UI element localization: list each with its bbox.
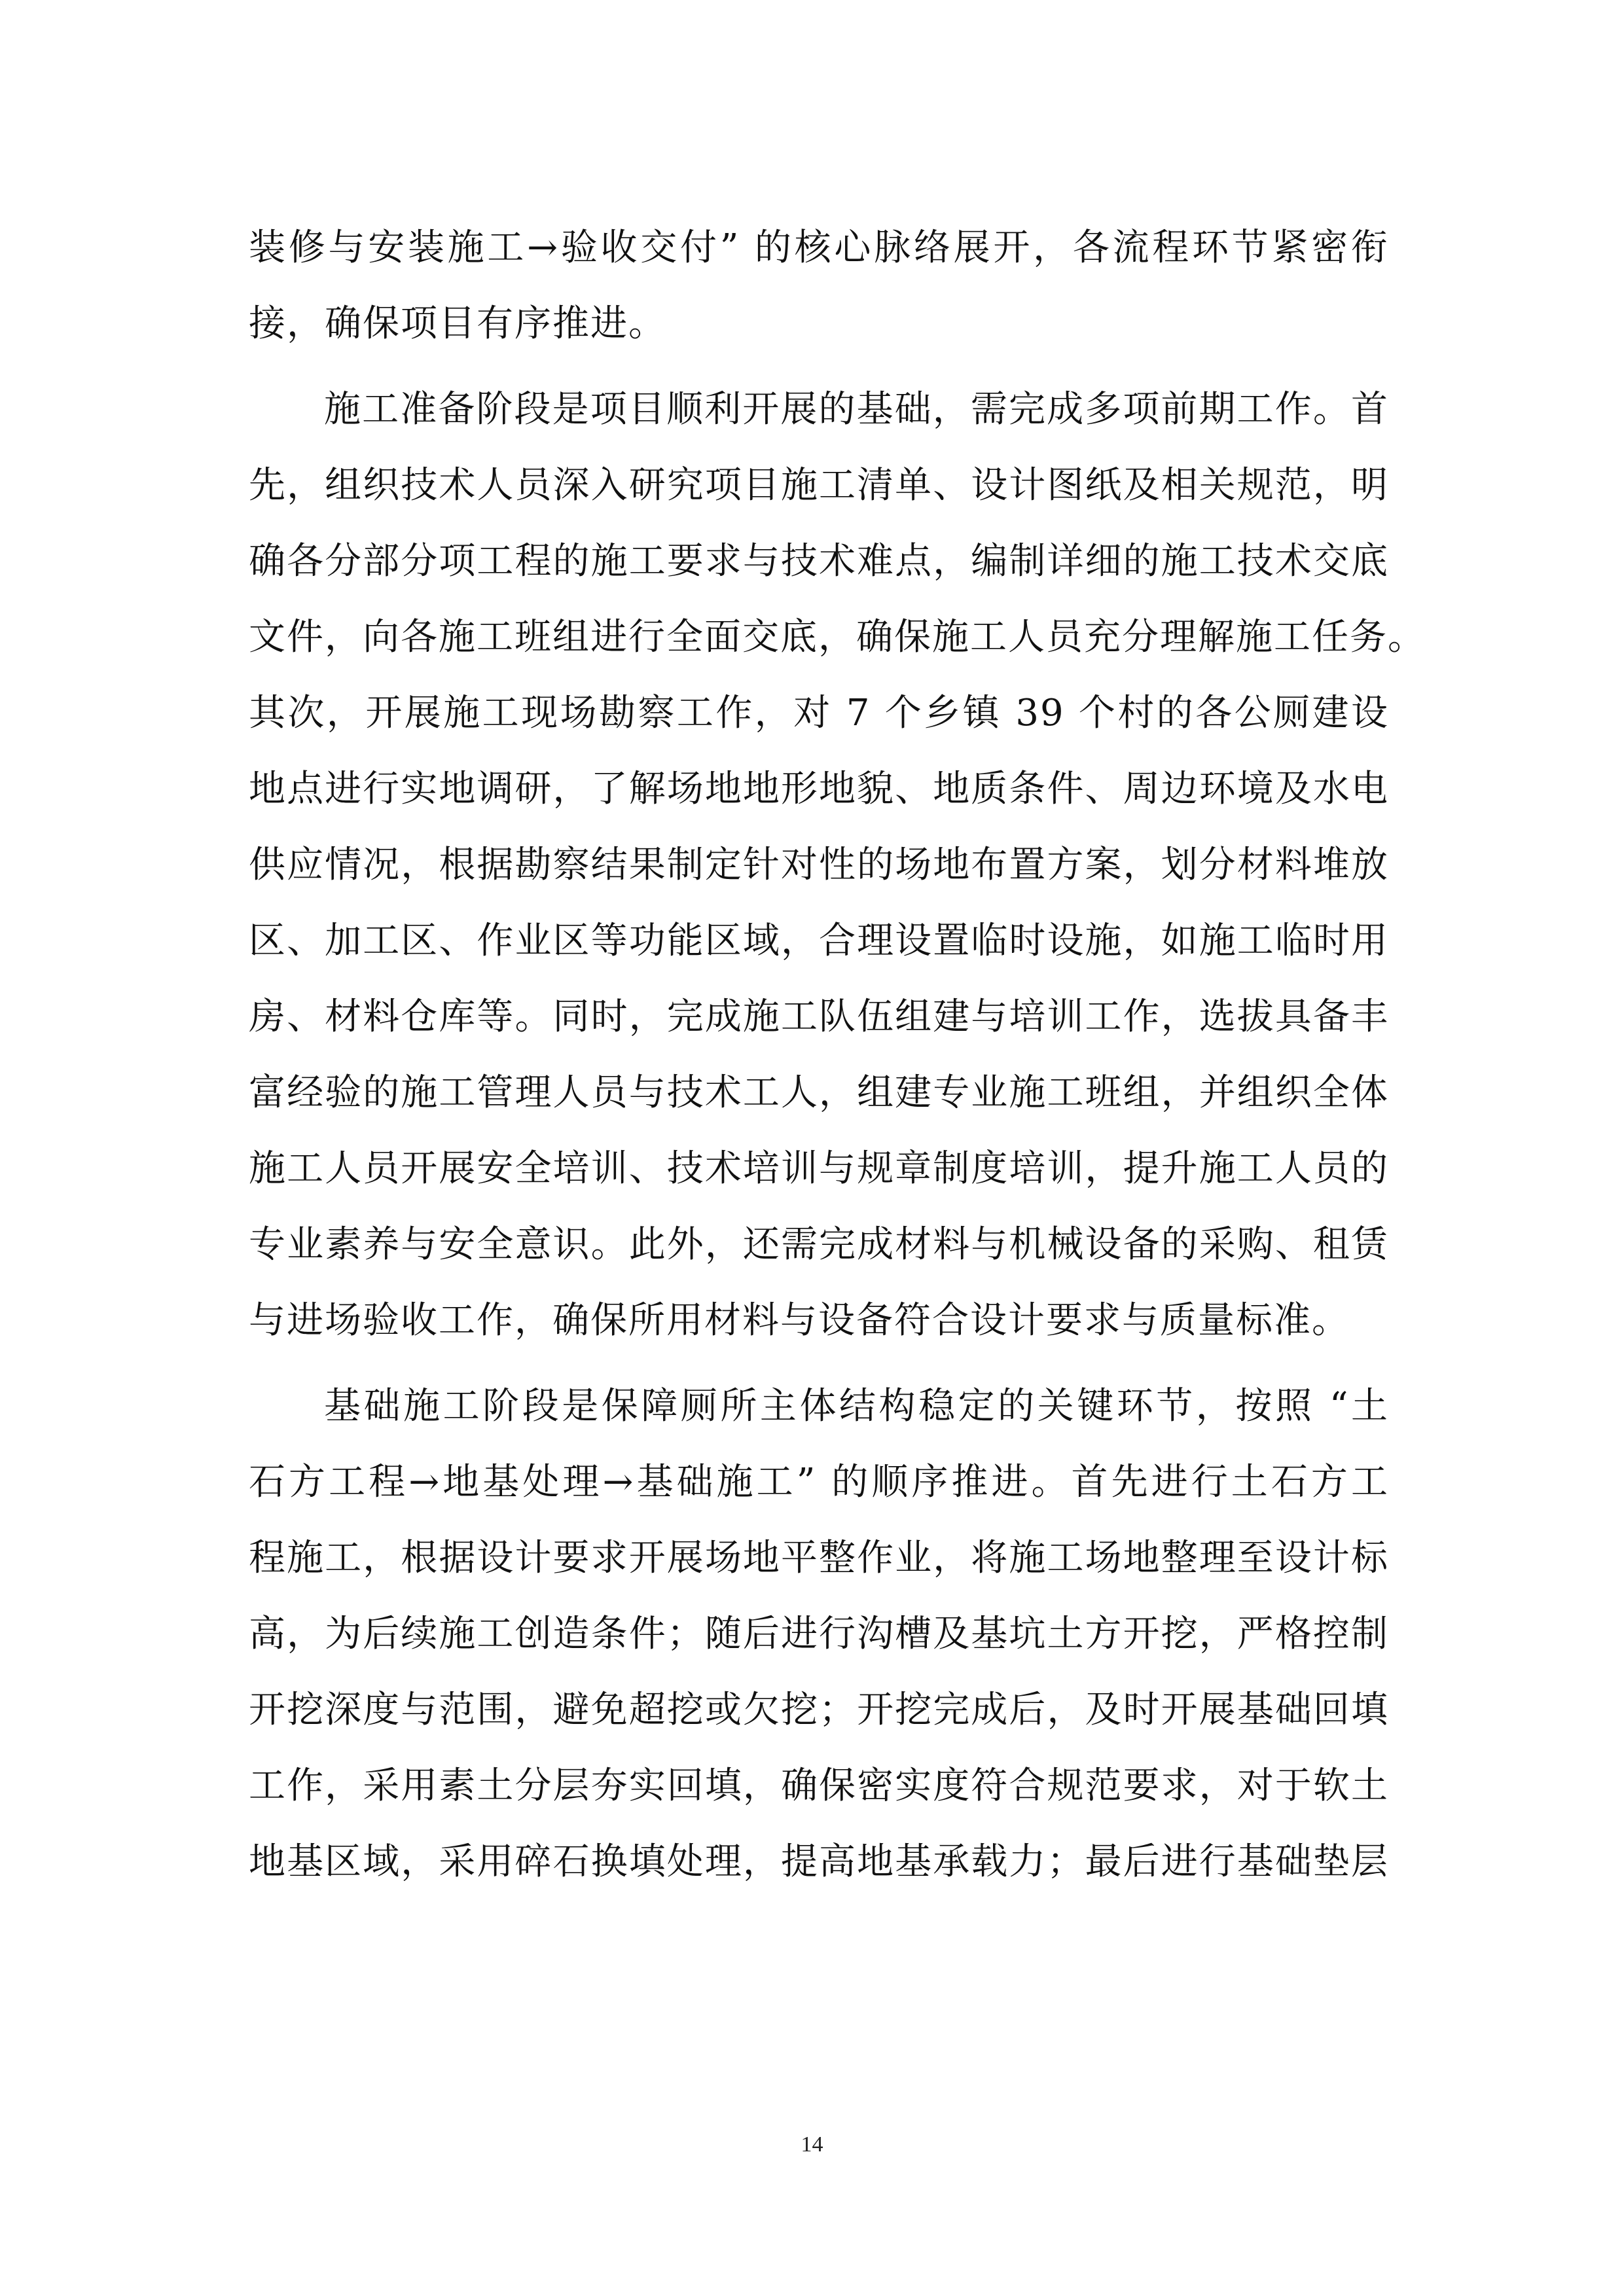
text-line-1: 装修与安装施工→验收交付” 的核心脉络展开，各流程环节紧密衔 (249, 226, 1389, 269)
text-line-15: 与进场验收工作，确保所用材料与设备符合设计要求与质量标准。 (249, 1299, 1350, 1342)
text-line-13: 施工人员开展安全培训、技术培训与规章制度培训，提升施工人员的 (249, 1147, 1389, 1190)
text-line-19: 高，为后续施工创造条件；随后进行沟槽及基坑土方开挖，严格控制 (249, 1613, 1389, 1655)
text-line-21: 工作，采用素土分层夯实回填，确保密实度符合规范要求，对于软土 (249, 1765, 1389, 1807)
text-line-6: 文件，向各施工班组进行全面交底，确保施工人员充分理解施工任务。 (249, 616, 1426, 658)
text-line-22: 地基区域，采用碎石换填处理，提高地基承载力；最后进行基础垫层 (249, 1840, 1389, 1883)
text-line-20: 开挖深度与范围，避免超挖或欠挖；开挖完成后，及时开展基础回填 (249, 1689, 1389, 1731)
text-line-7: 其次，开展施工现场勘察工作，对 7 个乡镇 39 个村的各公厕建设 (249, 692, 1389, 734)
text-line-18: 程施工，根据设计要求开展场地平整作业，将施工场地整理至设计标 (249, 1537, 1389, 1579)
text-line-10: 区、加工区、作业区等功能区域，合理设置临时设施，如施工临时用 (249, 920, 1389, 962)
text-line-2: 接，确保项目有序推进。 (249, 302, 666, 345)
text-line-11: 房、材料仓库等。同时，完成施工队伍组建与培训工作，选拔具备丰 (249, 996, 1389, 1038)
text-line-5: 确各分部分项工程的施工要求与技术难点，编制详细的施工技术交底 (249, 540, 1389, 583)
text-line-16: 基础施工阶段是保障厕所主体结构稳定的关键环节，按照 “土 (324, 1385, 1389, 1427)
text-line-8: 地点进行实地调研，了解场地地形地貌、地质条件、周边环境及水电 (249, 768, 1389, 810)
text-line-3: 施工准备阶段是项目顺利开展的基础，需完成多项前期工作。首 (324, 388, 1389, 431)
text-line-9: 供应情况，根据勘察结果制定针对性的场地布置方案，划分材料堆放 (249, 844, 1389, 886)
text-line-12: 富经验的施工管理人员与技术工人，组建专业施工班组，并组织全体 (249, 1071, 1389, 1114)
text-line-17: 石方工程→地基处理→基础施工” 的顺序推进。首先进行土石方工 (249, 1461, 1389, 1503)
text-line-4: 先，组织技术人员深入研究项目施工清单、设计图纸及相关规范，明 (249, 464, 1389, 507)
page-number: 14 (801, 2132, 823, 2157)
text-line-14: 专业素养与安全意识。此外，还需完成材料与机械设备的采购、租赁 (249, 1223, 1389, 1266)
